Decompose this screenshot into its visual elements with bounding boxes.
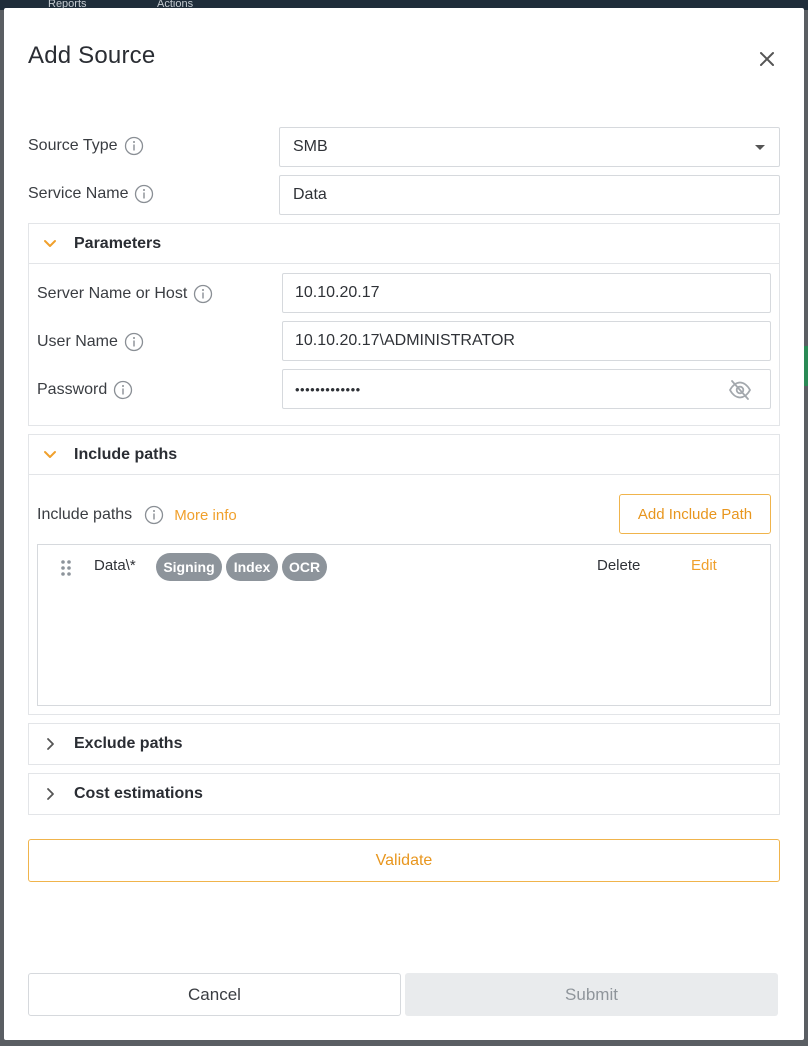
- include-paths-label-row: [37, 505, 237, 525]
- eye-off-icon[interactable]: [728, 379, 752, 401]
- tag-badge: Signing: [156, 553, 222, 581]
- user-name-label: User Name: [37, 332, 144, 352]
- password-label: Password: [37, 380, 133, 400]
- add-include-path-button[interactable]: Add Include Path: [619, 494, 771, 534]
- parameters-title: Parameters: [74, 234, 162, 252]
- cost-estimations-section: [28, 773, 780, 815]
- chevron-down-icon: [43, 237, 57, 251]
- server-label: Server Name or Host: [37, 284, 213, 304]
- service-name-input[interactable]: Data: [279, 175, 780, 215]
- user-name-input[interactable]: 10.10.20.17\ADMINISTRATOR: [282, 321, 771, 361]
- delete-button[interactable]: Delete: [597, 557, 641, 574]
- source-type-label: Source Type: [28, 136, 144, 156]
- dialog-title: Add Source: [28, 42, 156, 69]
- parameters-section-header[interactable]: [29, 224, 779, 264]
- backdrop-tab-actions: Actions: [157, 0, 194, 8]
- chevron-right-icon: [43, 787, 57, 801]
- info-icon[interactable]: [124, 332, 144, 352]
- exclude-paths-section-header[interactable]: [29, 724, 779, 764]
- chevron-down-icon: [43, 448, 57, 462]
- password-input[interactable]: •••••••••••••: [282, 369, 771, 409]
- tag-badge: Index: [226, 553, 278, 581]
- tag-badge: OCR: [282, 553, 327, 581]
- path-value: Data\*: [94, 557, 136, 574]
- info-icon[interactable]: [124, 136, 144, 156]
- info-icon[interactable]: [193, 284, 213, 304]
- include-paths-section-header[interactable]: [29, 435, 779, 475]
- source-type-select[interactable]: SMB: [279, 127, 780, 167]
- include-paths-title: Include paths: [74, 445, 178, 463]
- list-item: [38, 545, 770, 589]
- drag-handle-icon[interactable]: [60, 559, 72, 577]
- cancel-button[interactable]: Cancel: [28, 973, 401, 1016]
- exclude-paths-section: [28, 723, 780, 765]
- backdrop-tab-reports: Reports: [48, 0, 87, 8]
- include-paths-label: Include paths: [37, 506, 133, 523]
- include-paths-section: [28, 434, 780, 715]
- submit-button[interactable]: Submit: [405, 973, 778, 1016]
- include-paths-list: [37, 544, 771, 706]
- info-icon[interactable]: [144, 505, 164, 525]
- edit-button[interactable]: Edit: [691, 557, 717, 574]
- cost-estimations-title: Cost estimations: [74, 785, 203, 802]
- server-input[interactable]: 10.10.20.17: [282, 273, 771, 313]
- add-source-dialog: [4, 8, 804, 1040]
- close-icon[interactable]: [756, 48, 778, 70]
- chevron-right-icon: [43, 737, 57, 751]
- exclude-paths-title: Exclude paths: [74, 735, 183, 752]
- more-info-link[interactable]: More info: [174, 506, 237, 524]
- cost-estimations-section-header[interactable]: [29, 774, 779, 814]
- chevron-down-icon: [755, 145, 765, 150]
- parameters-section: [28, 223, 780, 426]
- info-icon[interactable]: [113, 380, 133, 400]
- validate-button[interactable]: Validate: [28, 839, 780, 882]
- service-name-label: Service Name: [28, 184, 154, 204]
- info-icon[interactable]: [134, 184, 154, 204]
- backdrop-accent: [804, 346, 808, 386]
